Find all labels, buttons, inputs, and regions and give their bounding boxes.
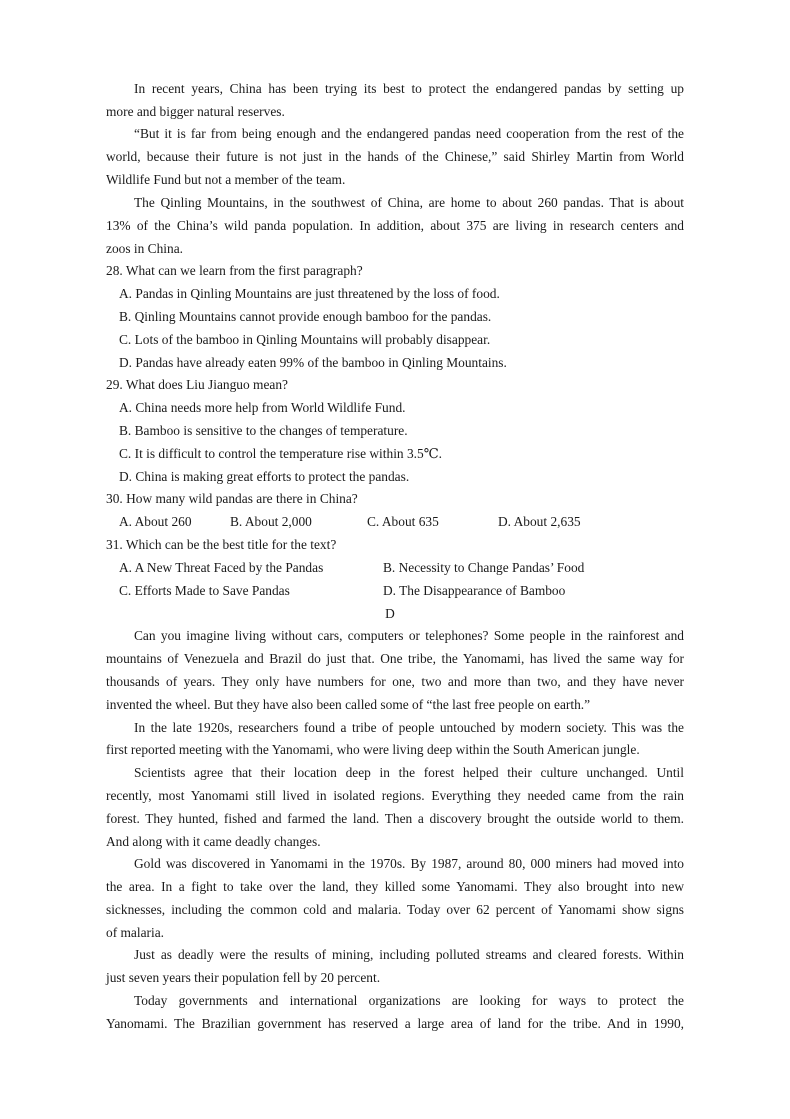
question-30-stem: 30. How many wild pandas are there in China?	[106, 491, 358, 506]
question-29-option-d: D. China is making great efforts to protect the pandas.	[119, 469, 410, 484]
question-28-option-a: A. Pandas in Qinling Mountains are just threatened by the loss of food.	[119, 286, 500, 301]
passage-line: sicknesses, including the common cold and malaria. Today over 62 percent of Yanomami show signs	[106, 902, 684, 917]
question-29-option-c: C. It is difficult to control the temperature rise within 3.5℃.	[119, 446, 443, 461]
question-31-option-d: D. The Disappearance of Bamboo	[383, 583, 566, 598]
passage-line: Can you imagine living without cars, computers or telephones? Some people in the rainforest and	[134, 628, 684, 643]
passage-line: In the late 1920s, researchers found a tribe of people untouched by modern society. This was the	[134, 720, 684, 735]
question-31-option-a: A. A New Threat Faced by the Pandas	[119, 560, 324, 575]
question-31-option-b: B. Necessity to Change Pandas’ Food	[383, 560, 585, 575]
passage-line: Wildlife Fund but not a member of the team.	[106, 172, 346, 187]
passage-line: mountains of Venezuela and Brazil do just that. One tribe, the Yanomami, has lived the same way for	[106, 651, 684, 666]
passage-line: And along with it came deadly changes.	[106, 834, 321, 849]
passage-line: The Qinling Mountains, in the southwest of China, are home to about 260 pandas. That is about	[134, 195, 684, 210]
question-29-option-b: B. Bamboo is sensitive to the changes of temperature.	[119, 423, 408, 438]
passage-line: first reported meeting with the Yanomami, who were living deep within the South American jungle.	[106, 742, 640, 757]
question-28-stem: 28. What can we learn from the first paragraph?	[106, 263, 363, 278]
question-29-stem: 29. What does Liu Jianguo mean?	[106, 377, 288, 392]
passage-line: just seven years their population fell by 20 percent.	[106, 970, 381, 985]
passage-line: Yanomami. The Brazilian government has reserved a large area of land for the tribe. And in 1990,	[106, 1016, 684, 1031]
passage-line: recently, most Yanomami still lived in isolated regions. Everything they needed came from the rain	[106, 788, 684, 803]
section-d-label: D	[385, 606, 395, 621]
passage-line: of malaria.	[106, 925, 164, 940]
question-29-option-a: A. China needs more help from World Wildlife Fund.	[119, 400, 406, 415]
question-31-stem: 31. Which can be the best title for the text?	[106, 537, 337, 552]
question-30-option-b: B. About 2,000	[230, 514, 312, 529]
passage-line: forest. They hunted, fished and farmed the land. Then a discovery brought the outside world to them.	[106, 811, 684, 826]
question-30-option-c: C. About 635	[367, 514, 439, 529]
passage-line: zoos in China.	[106, 241, 183, 256]
question-28-option-c: C. Lots of the bamboo in Qinling Mountains will probably disappear.	[119, 332, 491, 347]
question-31-option-c: C. Efforts Made to Save Pandas	[119, 583, 290, 598]
passage-line: Today governments and international organizations are looking for ways to protect the	[134, 993, 684, 1008]
question-30-option-a: A. About 260	[119, 514, 192, 529]
question-28-option-d: D. Pandas have already eaten 99% of the bamboo in Qinling Mountains.	[119, 355, 507, 370]
passage-line: Gold was discovered in Yanomami in the 1970s. By 1987, around 80, 000 miners had moved into	[134, 856, 684, 871]
passage-line: In recent years, China has been trying its best to protect the endangered pandas by setting up	[134, 81, 684, 96]
question-30-option-d: D. About 2,635	[498, 514, 581, 529]
passage-line: Scientists agree that their location deep in the forest helped their culture unchanged. Until	[134, 765, 684, 780]
passage-line: invented the wheel. But they have also been called some of “the last free people on earth.”	[106, 697, 591, 712]
passage-line: more and bigger natural reserves.	[106, 104, 285, 119]
passage-line: “But it is far from being enough and the endangered pandas need cooperation from the rest of the	[134, 126, 684, 141]
passage-line: thousands of years. They only have numbers for one, two and more than two, and they have never	[106, 674, 684, 689]
passage-line: Just as deadly were the results of mining, including polluted streams and cleared forests. Within	[134, 947, 684, 962]
passage-line: the area. In a fight to take over the land, they killed some Yanomami. They also brought into new	[106, 879, 684, 894]
question-28-option-b: B. Qinling Mountains cannot provide enough bamboo for the pandas.	[119, 309, 492, 324]
passage-line: world, because their future is not just in the hands of the Chinese,” said Shirley Martin from World	[106, 149, 684, 164]
passage-line: 13% of the China’s wild panda population. In addition, about 375 are living in research centers and	[106, 218, 684, 233]
